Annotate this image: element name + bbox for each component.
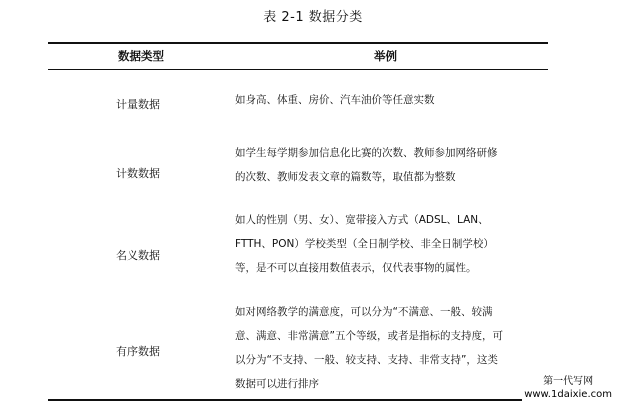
example-line: 意、满意、非常满意”五个等级，或者是指标的支持度，可 <box>235 330 503 342</box>
table-header-rule <box>48 69 548 70</box>
watermark-url: www.1daixie.com <box>524 389 612 400</box>
row-category-measurement: 计量数据 <box>116 98 160 111</box>
example-line: 数据可以进行排序 <box>235 378 319 390</box>
example-line: 以分为“不支持、一般、较支持、支持、非常支持”，这类 <box>235 354 498 366</box>
example-line: 如人的性别（男、女）、宽带接入方式（ADSL、LAN、 <box>235 214 489 226</box>
row-category-ordinal: 有序数据 <box>116 345 160 358</box>
header-example: 举例 <box>374 49 397 63</box>
site-watermark <box>522 375 614 401</box>
watermark-title: 第一代写网 <box>543 376 594 387</box>
example-line: 的次数、教师发表文章的篇数等，取值都为整数 <box>235 171 456 183</box>
row-example-count <box>235 141 543 189</box>
row-category-count: 计数数据 <box>116 167 160 180</box>
example-line: FTTH、PON）学校类型（全日制学校、非全日制学校） <box>235 238 494 250</box>
example-line: 如身高、体重、房价、汽车油价等任意实数 <box>235 94 435 106</box>
row-category-nominal: 名义数据 <box>116 249 160 262</box>
header-data-type: 数据类型 <box>118 49 164 63</box>
table-caption: 表 2-1 数据分类 <box>263 10 363 25</box>
example-line: 等，是不可以直接用数值表示，仅代表事物的属性。 <box>235 262 477 274</box>
table-bottom-rule <box>48 399 548 401</box>
row-example-nominal <box>235 208 543 280</box>
table-top-rule <box>48 42 548 44</box>
example-line: 如学生每学期参加信息化比赛的次数、教师参加网络研修 <box>235 147 498 159</box>
row-example-measurement <box>235 88 543 112</box>
row-example-ordinal <box>235 300 543 396</box>
example-line: 如对网络教学的满意度，可以分为“不满意、一般、较满 <box>235 306 493 318</box>
